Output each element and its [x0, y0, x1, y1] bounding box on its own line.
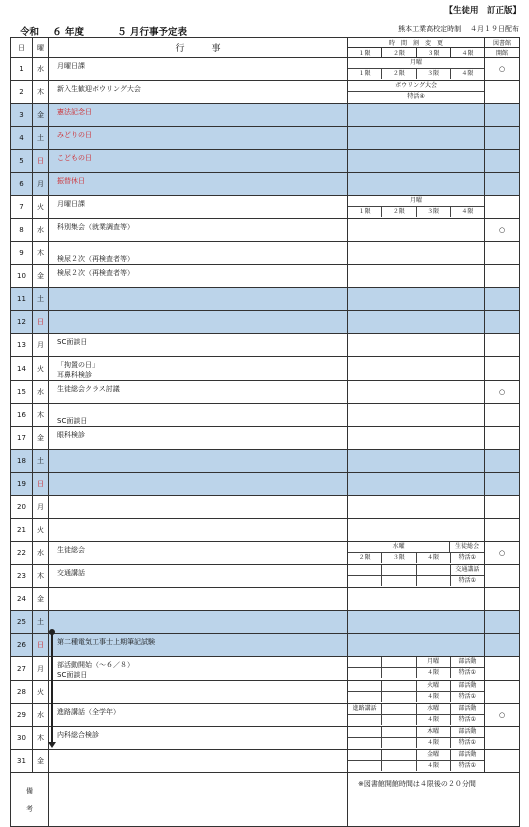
row-library [485, 473, 520, 496]
period-cell: 木曜 [416, 727, 450, 737]
row-events [49, 427, 348, 450]
row-weekday: 水 [33, 381, 49, 404]
row-date: 26 [11, 634, 33, 657]
period-cell: 特活① [450, 692, 484, 702]
period-cell: 火曜 [416, 681, 450, 691]
row-date: 3 [11, 104, 33, 127]
period-cell [348, 668, 381, 678]
row-library [485, 150, 520, 173]
row-date: 5 [11, 150, 33, 173]
period-cell: 部活動 [450, 681, 484, 691]
event-text: 科別集会（就業調査等） [57, 223, 134, 231]
row-weekday: 水 [33, 58, 49, 81]
row-date: 4 [11, 127, 33, 150]
row-weekday: 水 [33, 704, 49, 727]
row-events [49, 127, 348, 150]
event-text: 第二種電気工事士上期筆記試験 [57, 638, 155, 646]
row-events [49, 288, 348, 311]
row-weekday: 木 [33, 727, 49, 750]
row-events [49, 496, 348, 519]
schedule-row [11, 404, 520, 427]
row-events [49, 727, 348, 750]
row-weekday: 火 [33, 196, 49, 219]
period-cell: 特活① [450, 738, 484, 748]
event-text: 部活動開始（～６／８） [57, 661, 134, 669]
row-library [485, 357, 520, 381]
row-library [485, 334, 520, 357]
event-text: 憲法記念日 [57, 108, 92, 116]
period-cell: 月曜 [410, 59, 423, 66]
row-weekday: 木 [33, 81, 49, 104]
event-text: SC面談日 [57, 338, 88, 346]
period-cell: ボウリング大会 [395, 82, 437, 89]
period-cell: １限 [358, 208, 371, 215]
row-period-change [348, 334, 485, 357]
period-cell [381, 692, 415, 702]
row-weekday: 火 [33, 357, 49, 381]
row-events [49, 381, 348, 404]
period-cell: ４限 [416, 738, 450, 748]
period-cell [381, 657, 415, 667]
row-library [485, 611, 520, 634]
period-cell: 進路講話 [352, 705, 377, 712]
schedule-row [11, 150, 520, 173]
row-period-change [348, 519, 485, 542]
period-cell: ２限 [381, 207, 415, 217]
row-weekday: 金 [33, 750, 49, 773]
period-cell: 部活動 [450, 750, 484, 760]
period-cell: ３限 [416, 207, 450, 217]
event-text: 検尿２次（再検査者等） [57, 269, 134, 277]
event-text: 振替休日 [57, 177, 85, 185]
schedule-row [11, 681, 520, 704]
schedule-row [11, 450, 520, 473]
schedule-row [11, 565, 520, 588]
schedule-row [11, 496, 520, 519]
period-cell: 月曜 [416, 657, 450, 667]
event-text: 月曜日課 [57, 62, 85, 70]
schedule-row [11, 588, 520, 611]
row-period-change [348, 727, 485, 750]
row-library [485, 427, 520, 450]
row-weekday: 金 [33, 427, 49, 450]
schedule-row [11, 242, 520, 265]
schedule-row [11, 58, 520, 81]
schedule-row [11, 357, 520, 381]
row-library [485, 127, 520, 150]
row-library: ○ [485, 704, 520, 727]
event-text: みどりの日 [57, 131, 92, 139]
row-events [49, 657, 348, 681]
row-period-change [348, 288, 485, 311]
row-library [485, 750, 520, 773]
row-library [485, 588, 520, 611]
period-cell: 特活① [450, 668, 484, 678]
period-cell: 部活動 [450, 727, 484, 737]
event-text: SC面談日 [57, 671, 88, 679]
row-weekday: 木 [33, 565, 49, 588]
event-text: 交通講話 [57, 569, 85, 577]
row-date: 24 [11, 588, 33, 611]
row-library [485, 565, 520, 588]
period-cell: 水曜 [392, 543, 405, 550]
row-events [49, 404, 348, 427]
event-text: SC面談日 [57, 417, 88, 425]
period-cell: 特活① [450, 761, 484, 771]
row-library [485, 727, 520, 750]
row-period-change [348, 450, 485, 473]
row-weekday: 日 [33, 473, 49, 496]
schedule-table [10, 37, 520, 827]
row-events [49, 519, 348, 542]
row-library [485, 634, 520, 657]
row-events [49, 473, 348, 496]
schedule-row [11, 611, 520, 634]
period-cell [381, 738, 415, 748]
row-events [49, 704, 348, 727]
period-cell: 部活動 [450, 657, 484, 667]
period-cell: ４限 [416, 553, 450, 563]
event-text: 耳鼻科検診 [57, 371, 92, 379]
row-events [49, 334, 348, 357]
event-text: 新入生歓迎ボウリング大会 [57, 85, 141, 93]
row-period-change [348, 173, 485, 196]
row-date: 28 [11, 681, 33, 704]
row-library: ○ [485, 542, 520, 565]
period-cell [381, 727, 415, 737]
period-cell [348, 576, 381, 586]
row-date: 13 [11, 334, 33, 357]
row-period-change [348, 242, 485, 265]
row-period-change [348, 404, 485, 427]
row-events [49, 242, 348, 265]
period-cell [381, 704, 415, 714]
row-library [485, 404, 520, 427]
period-cell: ４限 [450, 207, 484, 217]
row-weekday: 土 [33, 288, 49, 311]
event-text: 生徒総会 [57, 546, 85, 554]
period-cell: ４限 [416, 715, 450, 725]
row-date: 18 [11, 450, 33, 473]
row-period-change [348, 150, 485, 173]
row-date: 15 [11, 381, 33, 404]
event-text: 「拘置の日」 [57, 361, 99, 369]
period-cell [381, 715, 415, 725]
row-events [49, 357, 348, 381]
row-period-change [348, 81, 485, 104]
period-cell: ３限 [416, 69, 450, 79]
schedule-row [11, 473, 520, 496]
row-library [485, 196, 520, 219]
row-library [485, 657, 520, 681]
row-period-change [348, 265, 485, 288]
period-cell [348, 715, 381, 725]
row-weekday: 木 [33, 404, 49, 427]
duration-arrow [51, 633, 53, 745]
schedule-title: ５ 月行事予定表 [117, 27, 187, 38]
period-cell: ２限 [358, 554, 371, 561]
row-weekday: 日 [33, 150, 49, 173]
row-date: 10 [11, 265, 33, 288]
period-cell: 月曜 [410, 197, 423, 204]
period-cell: 水曜 [416, 704, 450, 714]
period-cell: 生徒総会 [449, 542, 484, 552]
col-period-1: １限 [348, 48, 382, 58]
schedule-row [11, 127, 520, 150]
row-weekday: 土 [33, 611, 49, 634]
row-weekday: 土 [33, 127, 49, 150]
period-cell [416, 576, 450, 586]
period-cell: 特活① [450, 553, 484, 563]
schedule-row [11, 196, 520, 219]
event-text: 生徒総会クラス討議 [57, 385, 120, 393]
period-cell: 特活④ [407, 93, 425, 100]
period-cell: 特活① [450, 576, 484, 586]
row-weekday: 水 [33, 542, 49, 565]
row-events [49, 150, 348, 173]
row-events [49, 611, 348, 634]
schedule-row [11, 427, 520, 450]
row-date: 27 [11, 657, 33, 681]
row-weekday: 水 [33, 219, 49, 242]
row-library [485, 81, 520, 104]
row-library [485, 681, 520, 704]
schedule-row [11, 334, 520, 357]
row-events [49, 196, 348, 219]
col-period-2: ２限 [382, 48, 417, 58]
period-cell: ４限 [416, 692, 450, 702]
schedule-row [11, 519, 520, 542]
schedule-row [11, 750, 520, 773]
col-period-3: ３限 [417, 48, 451, 58]
row-period-change [348, 58, 485, 81]
period-cell [381, 681, 415, 691]
period-cell: ３限 [381, 553, 415, 563]
row-library [485, 519, 520, 542]
row-library [485, 450, 520, 473]
row-weekday: 金 [33, 588, 49, 611]
period-cell [381, 750, 415, 760]
row-date: 16 [11, 404, 33, 427]
row-date: 9 [11, 242, 33, 265]
schedule-row [11, 542, 520, 565]
row-date: 19 [11, 473, 33, 496]
row-period-change [348, 104, 485, 127]
row-library [485, 311, 520, 334]
row-events [49, 104, 348, 127]
school-name: 熊本工業高校定時制 [398, 25, 462, 33]
period-cell [381, 668, 415, 678]
event-text: こどもの日 [57, 154, 92, 162]
row-period-change [348, 542, 485, 565]
fiscal-year: ６ 年度 [52, 27, 85, 38]
row-period-change [348, 196, 485, 219]
schedule-row [11, 381, 520, 404]
row-date: 20 [11, 496, 33, 519]
period-cell [348, 565, 381, 575]
period-cell: ２限 [381, 69, 415, 79]
row-weekday: 火 [33, 681, 49, 704]
schedule-row [11, 634, 520, 657]
event-text [57, 245, 347, 254]
row-period-change [348, 657, 485, 681]
col-library-open: 開館 [485, 48, 520, 58]
row-period-change [348, 219, 485, 242]
row-date: 29 [11, 704, 33, 727]
period-cell [348, 681, 381, 691]
row-weekday: 月 [33, 334, 49, 357]
row-library [485, 104, 520, 127]
row-weekday: 金 [33, 265, 49, 288]
period-cell: 特活① [450, 715, 484, 725]
row-events [49, 750, 348, 773]
event-text: 検尿２次（再検査者等） [57, 255, 134, 263]
period-cell [416, 565, 450, 575]
issue-date: ４月１９日配布 [470, 25, 519, 33]
col-period-4: ４限 [451, 48, 485, 58]
col-date: 日 [11, 38, 33, 58]
col-events: 行 事 [49, 38, 348, 58]
row-events [49, 58, 348, 81]
period-cell: ４限 [416, 761, 450, 771]
col-library: 図書館 [485, 38, 520, 48]
row-period-change [348, 381, 485, 404]
row-weekday: 月 [33, 173, 49, 196]
row-events [49, 173, 348, 196]
row-period-change [348, 634, 485, 657]
era: 令和 [20, 27, 40, 38]
row-period-change [348, 357, 485, 381]
row-period-change [348, 565, 485, 588]
schedule-row [11, 219, 520, 242]
schedule-row [11, 173, 520, 196]
period-cell [381, 565, 415, 575]
library-note: ※図書館開館時間は４限後の２０分間 [348, 773, 520, 827]
row-weekday: 月 [33, 657, 49, 681]
row-date: 7 [11, 196, 33, 219]
row-weekday: 日 [33, 634, 49, 657]
row-weekday: 土 [33, 450, 49, 473]
schedule-row [11, 265, 520, 288]
schedule-row [11, 727, 520, 750]
row-weekday: 木 [33, 242, 49, 265]
row-events [49, 565, 348, 588]
row-period-change [348, 496, 485, 519]
row-date: 11 [11, 288, 33, 311]
row-date: 8 [11, 219, 33, 242]
row-events [49, 634, 348, 657]
event-text: 月曜日課 [57, 200, 85, 208]
row-date: 23 [11, 565, 33, 588]
period-cell: ４限 [416, 668, 450, 678]
row-library [485, 265, 520, 288]
event-text: 内科総合検診 [57, 731, 99, 739]
row-library [485, 288, 520, 311]
period-cell [348, 727, 381, 737]
remarks-label: 備 考 [11, 773, 49, 827]
period-cell [381, 576, 415, 586]
row-period-change [348, 704, 485, 727]
period-cell: １限 [358, 70, 371, 77]
row-period-change [348, 311, 485, 334]
row-weekday: 日 [33, 311, 49, 334]
schedule-row [11, 657, 520, 681]
row-period-change [348, 611, 485, 634]
event-text: 眼科検診 [57, 431, 85, 439]
period-cell: 金曜 [416, 750, 450, 760]
schedule-row [11, 81, 520, 104]
period-cell [348, 750, 381, 760]
row-date: 30 [11, 727, 33, 750]
row-library: ○ [485, 219, 520, 242]
row-period-change [348, 588, 485, 611]
row-library [485, 242, 520, 265]
row-events [49, 311, 348, 334]
row-date: 14 [11, 357, 33, 381]
period-cell [348, 761, 381, 771]
page-title [20, 24, 187, 38]
row-period-change [348, 681, 485, 704]
period-cell [348, 738, 381, 748]
period-cell [348, 657, 381, 667]
event-text: 進路講話（全学年） [57, 708, 120, 716]
row-weekday: 月 [33, 496, 49, 519]
period-cell: 交通講話 [450, 565, 484, 575]
row-date: 25 [11, 611, 33, 634]
row-library: ○ [485, 381, 520, 404]
row-date: 1 [11, 58, 33, 81]
col-weekday: 曜 [33, 38, 49, 58]
row-date: 31 [11, 750, 33, 773]
row-date: 12 [11, 311, 33, 334]
schedule-row [11, 104, 520, 127]
row-date: 2 [11, 81, 33, 104]
period-cell: ４限 [450, 69, 484, 79]
version-tag: 【生徒用 訂正版】 [444, 6, 521, 16]
row-library [485, 496, 520, 519]
row-period-change [348, 750, 485, 773]
row-events [49, 450, 348, 473]
schedule-row [11, 704, 520, 727]
row-date: 21 [11, 519, 33, 542]
period-cell [348, 692, 381, 702]
row-date: 6 [11, 173, 33, 196]
schedule-row [11, 311, 520, 334]
row-library: ○ [485, 58, 520, 81]
col-period-change: 時 間 割 変 更 [348, 38, 485, 48]
row-events [49, 81, 348, 104]
row-events [49, 542, 348, 565]
row-date: 22 [11, 542, 33, 565]
row-events [49, 219, 348, 242]
row-period-change [348, 473, 485, 496]
row-date: 17 [11, 427, 33, 450]
row-events [49, 588, 348, 611]
schedule-row [11, 288, 520, 311]
row-weekday: 火 [33, 519, 49, 542]
period-cell [381, 761, 415, 771]
row-period-change [348, 427, 485, 450]
period-cell: 部活動 [450, 704, 484, 714]
row-events [49, 265, 348, 288]
row-library [485, 173, 520, 196]
row-events [49, 681, 348, 704]
row-weekday: 金 [33, 104, 49, 127]
header-info [398, 24, 519, 34]
event-text [57, 407, 347, 416]
row-period-change [348, 127, 485, 150]
